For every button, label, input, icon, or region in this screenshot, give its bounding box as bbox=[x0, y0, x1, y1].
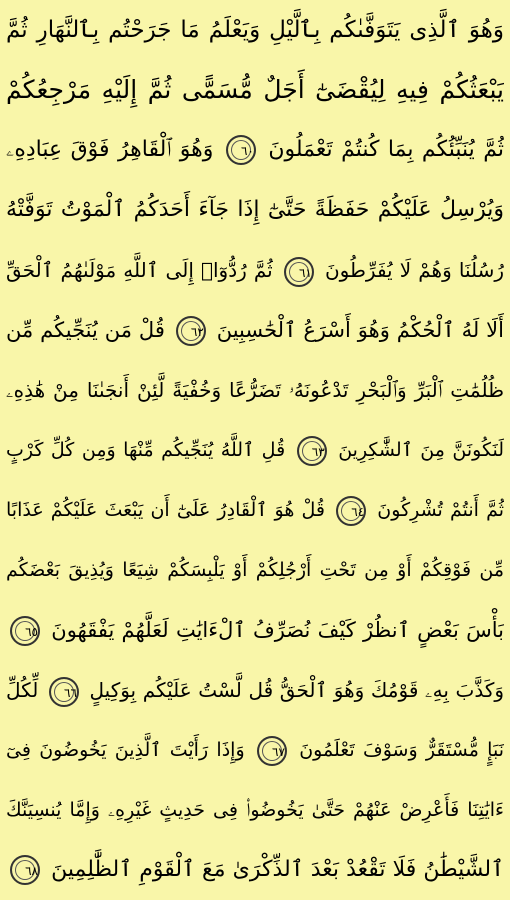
verse-text: وَيُرْسِلُ عَلَيْكُمْ حَفَظَةً حَتَّىٰٓ إِذَا جَآءَ أَحَدَكُمُ ٱلْمَوْتُ تَوَفَّتْهُ bbox=[6, 197, 504, 222]
verse-text: بَأْسَ بَعْضٍ ٱنظُرْ كَيْفَ نُصَرِّفُ ٱلْءَايَٰتِ لَعَلَّهُمْ يَفْقَهُونَ bbox=[51, 618, 504, 642]
verse-text: لِّكُلِّ bbox=[6, 678, 39, 702]
verse-text: رُسُلُنَا وَهُمْ لَا يُفَرِّطُونَ bbox=[324, 258, 504, 282]
text-line-4 bbox=[6, 180, 504, 240]
text-line-5 bbox=[6, 240, 504, 300]
text-line-1 bbox=[6, 0, 504, 60]
verse-text: وَكَذَّبَ بِهِۦ قَوْمُكَ وَهُوَ ٱلْحَقُّ قُل لَّسْتُ عَلَيْكُم بِوَكِيلٍ bbox=[89, 678, 504, 702]
ayah-number-marker: ٦٨ bbox=[10, 855, 40, 885]
ayah-number-marker: ٦٣ bbox=[297, 436, 327, 466]
text-line-13 bbox=[6, 720, 504, 780]
text-line-11 bbox=[6, 600, 504, 660]
verse-text: لَنَكُونَنَّ مِنَ ٱلشَّٰكِرِينَ bbox=[338, 439, 504, 461]
text-line-15 bbox=[6, 840, 504, 900]
ayah-number-marker: ٦٠ bbox=[226, 135, 256, 165]
ayah-number-marker: ٦٤ bbox=[336, 496, 366, 526]
ayah-number-marker: ٦٢ bbox=[176, 316, 206, 346]
text-line-3 bbox=[6, 120, 504, 180]
ayah-number-marker: ٦١ bbox=[284, 257, 314, 287]
verse-text: ثُمَّ رُدُّوٓا۟ إِلَى ٱللَّهِ مَوْلَىٰهُمُ ٱلْحَقِّ bbox=[6, 258, 273, 282]
verse-text: قُلْ هُوَ ٱلْقَادِرُ عَلَىٰٓ أَن يَبْعَثَ عَلَيْكُمْ عَذَابًا bbox=[6, 499, 325, 521]
text-line-9 bbox=[6, 480, 504, 540]
verse-text: مِّن فَوْقِكُمْ أَوْ مِن تَحْتِ أَرْجُلِكُمْ أَوْ يَلْبِسَكُمْ شِيَعًا وَيُذِيقَ بَعْضَكُم bbox=[6, 559, 504, 581]
verse-text: وَإِذَا رَأَيْتَ ٱلَّذِينَ يَخُوضُونَ فِىٓ bbox=[6, 739, 245, 761]
text-line-14 bbox=[6, 780, 504, 840]
verse-text: قُلْ مَن يُنَجِّيكُم مِّن bbox=[6, 318, 165, 342]
text-line-10 bbox=[6, 540, 504, 600]
text-line-12 bbox=[6, 660, 504, 720]
verse-text: قُلِ ٱللَّهُ يُنَجِّيكُم مِّنْهَا وَمِن كُلِّ كَرْبٍ bbox=[6, 439, 286, 461]
verse-text: ٱلشَّيْطَٰنُ فَلَا تَقْعُدْ بَعْدَ ٱلذِّكْرَىٰ مَعَ ٱلْقَوْمِ ٱلظَّٰلِمِينَ bbox=[51, 857, 504, 882]
verse-text: ظُلُمَٰتِ ٱلْبَرِّ وَٱلْبَحْرِ تَدْعُونَهُۥ تَضَرُّعًا وَخُفْيَةً لَّئِنْ أَنجَىٰنَا مِنْ هَٰذِهِۦ bbox=[6, 378, 504, 402]
verse-text: نَبَإٍ مُّسْتَقَرٌّ وَسَوْفَ تَعْلَمُونَ bbox=[299, 739, 504, 761]
verse-text: ءَايَٰتِنَا فَأَعْرِضْ عَنْهُمْ حَتَّىٰ يَخُوضُوا۟ فِى حَدِيثٍ غَيْرِهِۦ وَإِمَّا يُنسِيَنَّكَ bbox=[6, 799, 504, 821]
verse-text: ثُمَّ أَنتُمْ تُشْرِكُونَ bbox=[377, 499, 504, 521]
text-line-7 bbox=[6, 360, 504, 420]
ayah-number-marker: ٦٦ bbox=[49, 677, 79, 707]
text-line-2 bbox=[6, 60, 504, 120]
verse-text: ثُمَّ يُنَبِّئُكُم بِمَا كُنتُمْ تَعْمَلُونَ bbox=[268, 137, 504, 162]
verse-text: وَهُوَ ٱلَّذِى يَتَوَفَّىٰكُم بِٱلَّيْلِ وَيَعْلَمُ مَا جَرَحْتُم بِٱلنَّهَارِ ثُمَّ bbox=[6, 17, 504, 43]
verse-text: وَهُوَ ٱلْقَاهِرُ فَوْقَ عِبَادِهِۦ bbox=[6, 137, 214, 162]
verse-text: يَبْعَثُكُمْ فِيهِ لِيُقْضَىٰٓ أَجَلٌ مُّسَمًّى ثُمَّ إِلَيْهِ مَرْجِعُكُمْ bbox=[6, 75, 504, 104]
ayah-number-marker: ٦٧ bbox=[257, 736, 287, 766]
text-line-8 bbox=[6, 420, 504, 480]
ayah-number-marker: ٦٥ bbox=[10, 616, 40, 646]
text-line-6 bbox=[6, 300, 504, 360]
verse-text: أَلَا لَهُ ٱلْحُكْمُ وَهُوَ أَسْرَعُ ٱلْحَٰسِبِينَ bbox=[216, 318, 504, 342]
